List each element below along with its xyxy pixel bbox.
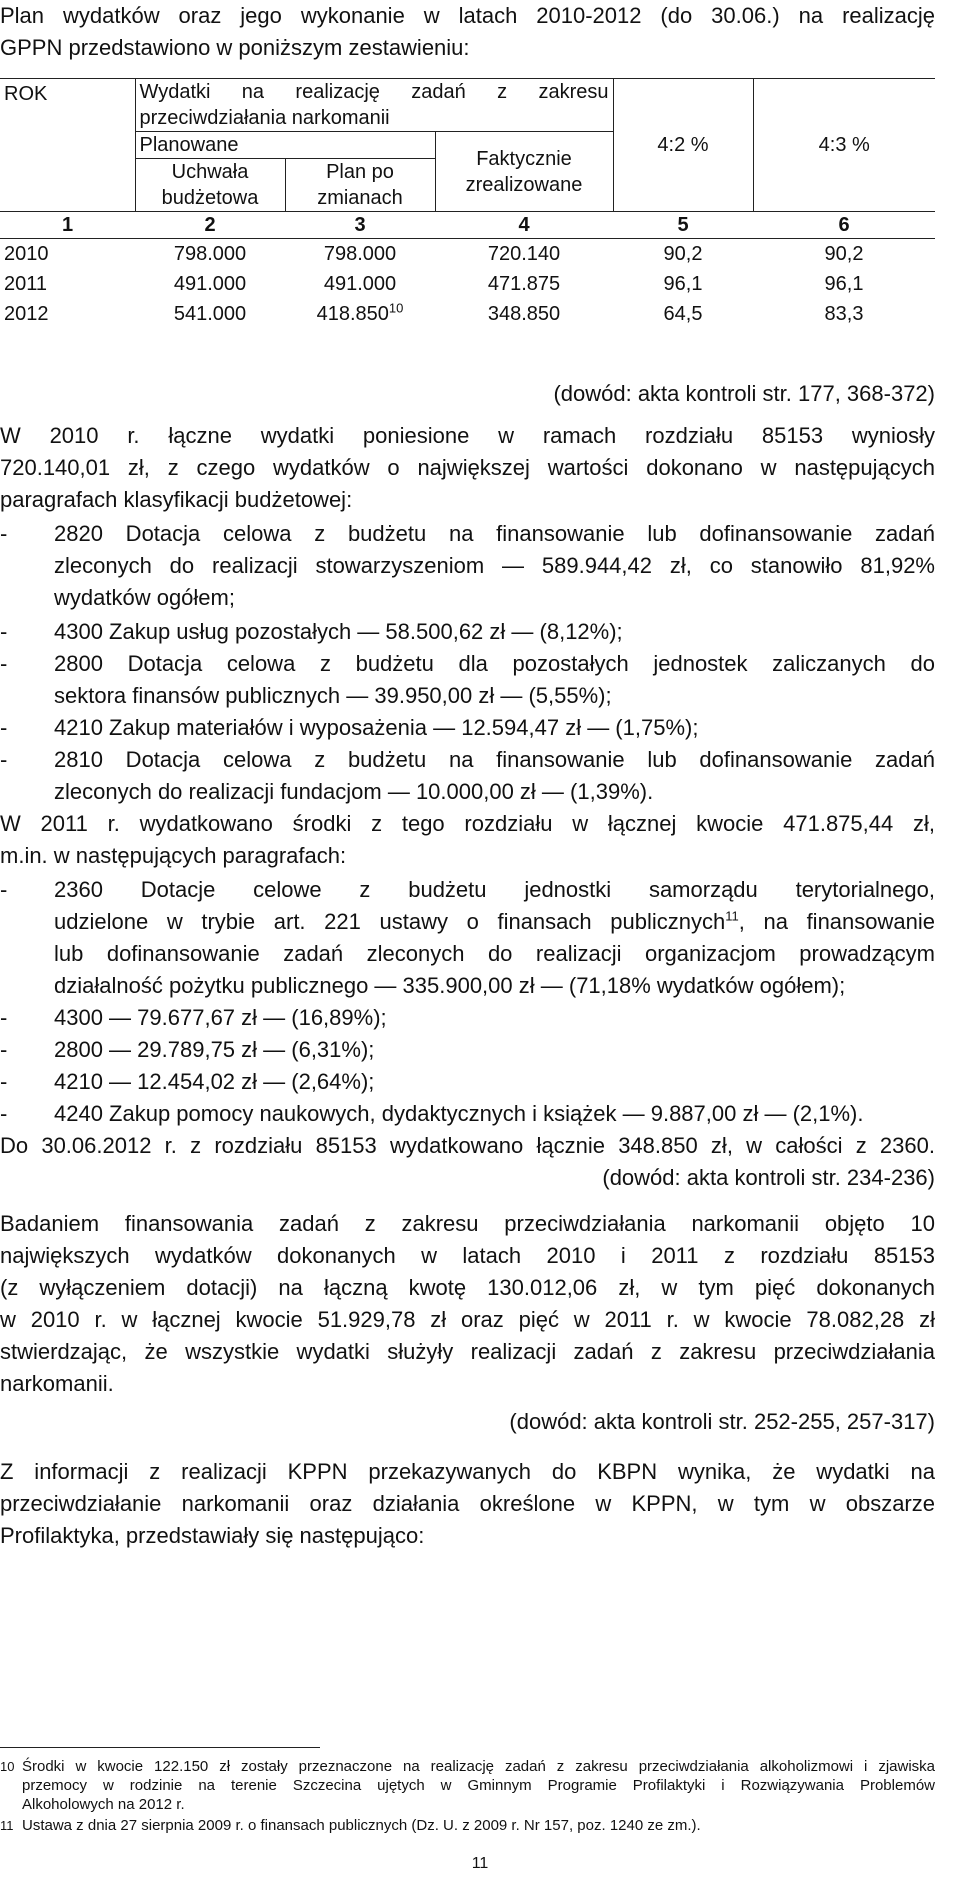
cell-ratio-4-2: 64,5 [663, 303, 703, 325]
header-ratio-4-2: 4:2 % [613, 79, 753, 212]
footnote-ref-11: 11 [725, 908, 739, 924]
kppn-line: przeciwdziałanie narkomanii oraz działania określone w KPPN, w tym w obszarze [0, 1491, 935, 1516]
badanie-line: narkomanii. [0, 1371, 114, 1396]
cell-faktycznie: 348.850 [487, 303, 561, 325]
p2011-line-2: m.in. w następujących paragrafach: [0, 843, 347, 868]
list-dash: - [0, 1101, 8, 1126]
list-line: wydatków ogółem; [54, 585, 235, 610]
header-ratio-4-3: 4:3 % [753, 79, 935, 212]
column-number: 4 [435, 212, 613, 239]
p2011-line-1: W 2011 r. wydatkowano środki z tego rozdziału w łącznej kwocie 471.875,44 zł, [0, 811, 935, 836]
list-dash: - [0, 1005, 8, 1030]
footnote-text [22, 1816, 935, 1835]
footnote-line: Środki w kwocie 122.150 zł zostały przeznaczone na realizację zadań z zakresu przeciwdziałania alkoholizmowi i zjawiska [22, 1758, 935, 1775]
list-line: 2820 Dotacja celowa z budżetu na finansowanie lub dofinansowanie zadań [54, 521, 935, 546]
footnote-separator [0, 1747, 320, 1748]
cell-faktycznie: 471.875 [487, 273, 561, 295]
badanie-source-note: (dowód: akta kontroli str. 252-255, 257-317) [509, 1409, 935, 1434]
p2010-line-2: 720.140,01 zł, z czego wydatków o największej wartości dokonano w następujących [0, 455, 935, 480]
cell-uchwala: 491.000 [173, 273, 247, 295]
list-line: sektora finansów publicznych — 39.950,00 zł — (5,55%); [54, 683, 612, 708]
table-row [0, 239, 935, 270]
table-source-note: (dowód: akta kontroli str. 177, 368-372) [553, 381, 935, 406]
list-item-text [54, 648, 935, 712]
cell-plan-po: 798.000 [323, 243, 397, 265]
badanie-line: w 2010 r. w łącznej kwocie 51.929,78 zł oraz pięć w 2011 r. w kwocie 78.082,28 zł [0, 1307, 935, 1332]
header-planowane: Planowane [135, 132, 435, 159]
footnote-line: przemocy w rodzinie na terenie Szczecina ujętych w Gminnym Programie Profilaktyki i Rozwiązywania Problemów [22, 1777, 935, 1794]
header-faktycznie: Faktycznie zrealizowane [435, 132, 613, 212]
list-item-text [54, 874, 935, 1002]
list-line: zleconych do realizacji stowarzyszeniom — 589.944,42 zł, co stanowiło 81,92% [54, 553, 935, 578]
intro-line-1: Plan wydatków oraz jego wykonanie w latach 2010-2012 (do 30.06.) na realizację [0, 3, 935, 28]
cell-plan-po [285, 299, 435, 329]
column-number: 2 [135, 212, 285, 239]
badanie-line: (z wyłączeniem dotacji) na łączną kwotę 130.012,06 zł, w tym pięć dokonanych [0, 1275, 935, 1300]
column-number: 1 [0, 212, 135, 239]
budget-table [0, 78, 935, 329]
list-line: działalność pożytku publicznego — 335.900,00 zł — (71,18% wydatków ogółem); [54, 973, 846, 998]
cell-faktycznie: 720.140 [487, 243, 561, 265]
list-dash: - [0, 619, 8, 644]
list-item-text [54, 1098, 935, 1130]
column-number: 5 [613, 212, 753, 239]
table-row [0, 299, 935, 329]
list-dash: - [0, 521, 8, 546]
list-item-text [54, 1034, 935, 1066]
header-plan-po: Plan po zmianach [285, 159, 435, 212]
list-item-text [54, 518, 935, 614]
table-header-row [0, 79, 935, 132]
cell-year: 2011 [4, 273, 48, 295]
column-number: 3 [285, 212, 435, 239]
header-uchwala: Uchwała budżetowa [135, 159, 285, 212]
badanie-line: Badaniem finansowania zadań z zakresu przeciwdziałania narkomanii objęto 10 [0, 1211, 935, 1236]
list-line: udzielone w trybie art. 221 ustawy o finansach publicznych [54, 909, 726, 934]
header-rok: ROK [0, 79, 135, 212]
page-number: 11 [471, 1855, 489, 1872]
list-dash: - [0, 1069, 8, 1094]
cell-ratio-4-3: 83,3 [824, 303, 864, 325]
p2012-line-1: Do 30.06.2012 r. z rozdziału 85153 wydatkowano łącznie 348.850 zł, w całości z 2360. [0, 1133, 935, 1158]
list-item-text [54, 1066, 935, 1098]
list-dash: - [0, 877, 8, 902]
cell-plan-po: 491.000 [323, 273, 397, 295]
footnote-number: 11 [0, 1818, 14, 1833]
list-line: 4300 Zakup usług pozostałych — 58.500,62 zł — (8,12%); [54, 619, 623, 644]
list-dash: - [0, 1037, 8, 1062]
cell-year: 2012 [4, 303, 49, 325]
cell-ratio-4-3: 90,2 [824, 243, 864, 265]
p2010-line-1: W 2010 r. łączne wydatki poniesione w ramach rozdziału 85153 wyniosły [0, 423, 935, 448]
list-line: 2800 — 29.789,75 zł — (6,31%); [54, 1037, 375, 1062]
list-line: zleconych do realizacji fundacjom — 10.000,00 zł — (1,39%). [54, 779, 654, 804]
cell-uchwala: 798.000 [173, 243, 247, 265]
list-line-tail: , na finansowanie [738, 909, 935, 934]
list-dash: - [0, 747, 8, 772]
list-item-text [54, 744, 935, 808]
list-dash: - [0, 651, 8, 676]
cell-ratio-4-3: 96,1 [824, 273, 864, 295]
footnote-line: Ustawa z dnia 27 sierpnia 2009 r. o finansach publicznych (Dz. U. z 2009 r. Nr 157, poz. 1240 ze zm.). [22, 1817, 701, 1834]
list-item-text [54, 712, 935, 744]
list-line: 2800 Dotacja celowa z budżetu dla pozostałych jednostek zaliczanych do [54, 651, 935, 676]
column-number: 6 [753, 212, 935, 239]
list-line: 2360 Dotacje celowe z budżetu jednostki samorządu terytorialnego, [54, 877, 935, 902]
p2012-source-note: (dowód: akta kontroli str. 234-236) [602, 1165, 935, 1190]
list-item-text [54, 1002, 935, 1034]
list-line: 4240 Zakup pomocy naukowych, dydaktycznych i książek — 9.887,00 zł — (2,1%). [54, 1101, 864, 1126]
list-line: lub dofinansowanie zadań zleconych do realizacji organizacjom prowadzącym [54, 941, 935, 966]
footnote-ref-10: 10 [388, 300, 404, 316]
footnote-line: Alkoholowych na 2012 r. [22, 1796, 185, 1813]
table-row [0, 269, 935, 299]
list-item-text [54, 616, 935, 648]
list-dash: - [0, 715, 8, 740]
intro-line-2: GPPN przedstawiono w poniższym zestawieniu: [0, 35, 470, 60]
column-number-row [0, 212, 935, 239]
badanie-line: największych wydatków dokonanych w latach 2010 i 2011 z rozdziału 85153 [0, 1243, 935, 1268]
kppn-line: Z informacji z realizacji KPPN przekazywanych do KBPN wynika, że wydatki na [0, 1459, 935, 1484]
list-line-with-note [54, 906, 935, 938]
cell-year: 2010 [4, 243, 49, 265]
cell-ratio-4-2: 96,1 [663, 273, 703, 295]
cell-ratio-4-2: 90,2 [663, 243, 703, 265]
plan-po-value: 418.850 [316, 303, 389, 325]
badanie-line: stwierdzając, że wszystkie wydatki służyły realizacji zadań z zakresu przeciwdziałania [0, 1339, 935, 1364]
footnote-text [22, 1757, 935, 1814]
footnote-number: 10 [0, 1759, 15, 1774]
list-line: 2810 Dotacja celowa z budżetu na finansowanie lub dofinansowanie zadań [54, 747, 935, 772]
list-line: 4300 — 79.677,67 zł — (16,89%); [54, 1005, 387, 1030]
kppn-line: Profilaktyka, przedstawiały się następująco: [0, 1523, 425, 1548]
header-wydatki: Wydatki na realizację zadań z zakresu przeciwdziałania narkomanii [135, 79, 613, 132]
list-line: 4210 — 12.454,02 zł — (2,64%); [54, 1069, 375, 1094]
list-line: 4210 Zakup materiałów i wyposażenia — 12.594,47 zł — (1,75%); [54, 715, 699, 740]
cell-uchwala: 541.000 [173, 303, 247, 325]
p2010-line-3: paragrafach klasyfikacji budżetowej: [0, 487, 353, 512]
